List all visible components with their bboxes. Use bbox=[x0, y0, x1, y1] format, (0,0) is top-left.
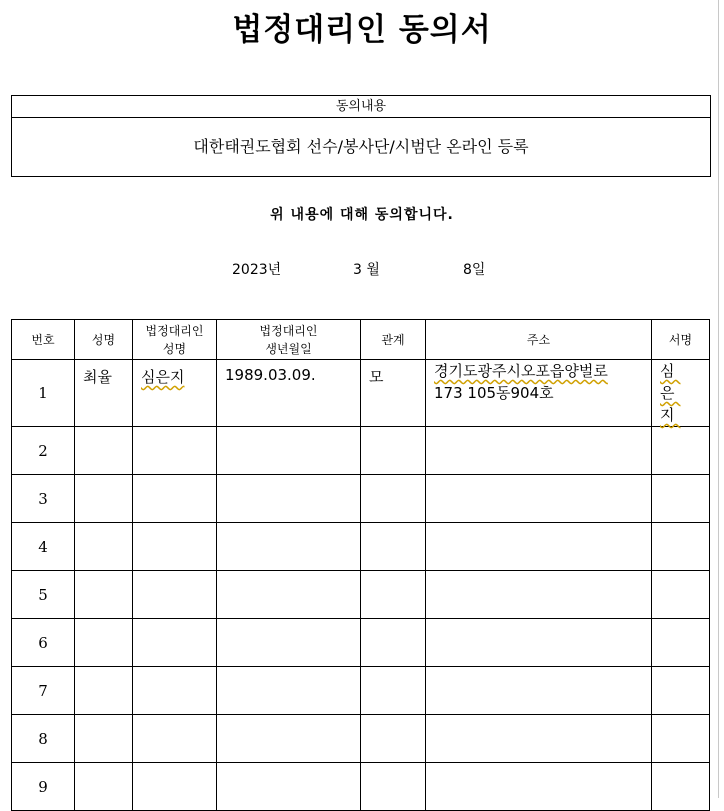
name-value bbox=[75, 619, 132, 625]
document-title: 법정대리인 동의서 bbox=[232, 12, 492, 48]
row-number: 6 bbox=[12, 619, 75, 667]
guardian-birth-value bbox=[217, 667, 360, 673]
cell-signature[interactable] bbox=[652, 571, 710, 619]
signature-line2: 지 bbox=[660, 406, 681, 424]
date-day: 8일 bbox=[463, 262, 486, 278]
guardian-table bbox=[11, 319, 710, 811]
cell-relation[interactable] bbox=[361, 523, 426, 571]
name-value bbox=[75, 715, 132, 721]
cell-relation[interactable] bbox=[361, 619, 426, 667]
guardian-name-value bbox=[133, 619, 216, 625]
cell-relation[interactable] bbox=[361, 360, 426, 427]
consent-content: 대한태권도협회 선수/봉사단/시범단 온라인 등록 bbox=[193, 137, 529, 156]
cell-guardian-name[interactable] bbox=[133, 475, 217, 523]
guardian-name-value bbox=[133, 571, 216, 577]
cell-relation[interactable] bbox=[361, 427, 426, 475]
table-row bbox=[12, 619, 710, 667]
cell-guardian-name[interactable] bbox=[133, 360, 217, 427]
cell-name[interactable] bbox=[75, 475, 133, 523]
cell-signature[interactable] bbox=[652, 475, 710, 523]
table-header-row bbox=[12, 320, 710, 360]
name-value bbox=[75, 763, 132, 769]
cell-name[interactable] bbox=[75, 523, 133, 571]
table-row bbox=[12, 715, 710, 763]
cell-relation[interactable] bbox=[361, 763, 426, 811]
name-value bbox=[75, 427, 132, 433]
relation-value bbox=[361, 475, 425, 481]
name-value bbox=[75, 523, 132, 529]
guardian-birth-value bbox=[217, 571, 360, 577]
cell-guardian-birth[interactable] bbox=[217, 523, 361, 571]
cell-name[interactable] bbox=[75, 360, 133, 427]
header-guardian-birth: 법정대리인 생년월일 bbox=[217, 320, 361, 360]
cell-guardian-name[interactable] bbox=[133, 571, 217, 619]
guardian-name-value: 심은지 bbox=[141, 368, 185, 386]
cell-relation[interactable] bbox=[361, 475, 426, 523]
cell-guardian-name[interactable] bbox=[133, 715, 217, 763]
name-value bbox=[75, 571, 132, 577]
cell-signature[interactable] bbox=[652, 763, 710, 811]
table-row bbox=[12, 571, 710, 619]
guardian-name-value bbox=[133, 475, 216, 481]
cell-signature[interactable] bbox=[652, 667, 710, 715]
cell-address[interactable] bbox=[426, 667, 652, 715]
date-month: 3 월 bbox=[353, 262, 380, 278]
cell-signature[interactable] bbox=[652, 715, 710, 763]
page-edge bbox=[718, 0, 719, 798]
cell-guardian-name[interactable] bbox=[133, 427, 217, 475]
header-signature: 서명 bbox=[652, 320, 710, 360]
table-row bbox=[12, 667, 710, 715]
name-value bbox=[75, 475, 132, 481]
cell-signature[interactable] bbox=[652, 523, 710, 571]
cell-address[interactable] bbox=[426, 715, 652, 763]
cell-name[interactable] bbox=[75, 667, 133, 715]
consent-header: 동의내용 bbox=[12, 96, 710, 118]
relation-value bbox=[361, 763, 425, 769]
name-value bbox=[75, 667, 132, 673]
header-relation: 관계 bbox=[361, 320, 426, 360]
relation-value bbox=[361, 523, 425, 529]
header-no: 번호 bbox=[12, 320, 75, 360]
guardian-name-value bbox=[133, 427, 216, 433]
row-number: 8 bbox=[12, 715, 75, 763]
cell-address[interactable] bbox=[426, 360, 652, 427]
guardian-birth-value bbox=[217, 427, 360, 433]
cell-relation[interactable] bbox=[361, 667, 426, 715]
relation-value bbox=[361, 715, 425, 721]
guardian-name-value bbox=[133, 763, 216, 769]
address-line1: 경기도광주시오포읍양벌로 bbox=[434, 362, 608, 380]
guardian-name-value bbox=[133, 715, 216, 721]
guardian-birth-value: 1989.03.09. bbox=[225, 366, 316, 384]
cell-guardian-birth[interactable] bbox=[217, 619, 361, 667]
row-number: 3 bbox=[12, 475, 75, 523]
row-number: 2 bbox=[12, 427, 75, 475]
header-guardian-name: 법정대리인 성명 bbox=[133, 320, 217, 360]
header-name: 성명 bbox=[75, 320, 133, 360]
cell-signature[interactable] bbox=[652, 360, 710, 427]
relation-value bbox=[361, 427, 425, 433]
cell-guardian-name[interactable] bbox=[133, 523, 217, 571]
cell-guardian-name[interactable] bbox=[133, 619, 217, 667]
cell-guardian-birth[interactable] bbox=[217, 475, 361, 523]
address-line2: 173 105동904호 bbox=[434, 384, 554, 402]
table-row bbox=[12, 475, 710, 523]
cell-address[interactable] bbox=[426, 475, 652, 523]
table-row bbox=[12, 763, 710, 811]
relation-value bbox=[361, 619, 425, 625]
guardian-birth-value bbox=[217, 475, 360, 481]
cell-address[interactable] bbox=[426, 571, 652, 619]
cell-name[interactable] bbox=[75, 763, 133, 811]
consent-box bbox=[11, 95, 711, 177]
guardian-birth-value bbox=[217, 715, 360, 721]
guardian-name-value bbox=[133, 667, 216, 673]
cell-guardian-birth[interactable] bbox=[217, 571, 361, 619]
cell-guardian-birth[interactable] bbox=[217, 667, 361, 715]
guardian-name-value bbox=[133, 523, 216, 529]
relation-value bbox=[361, 571, 425, 577]
guardian-birth-value bbox=[217, 763, 360, 769]
cell-name[interactable] bbox=[75, 571, 133, 619]
row-number: 9 bbox=[12, 763, 75, 811]
cell-name[interactable] bbox=[75, 619, 133, 667]
table-row bbox=[12, 427, 710, 475]
row-number: 1 bbox=[12, 360, 75, 427]
guardian-birth-value bbox=[217, 523, 360, 529]
cell-name[interactable] bbox=[75, 715, 133, 763]
name-value: 최율 bbox=[83, 368, 112, 386]
cell-guardian-name[interactable] bbox=[133, 763, 217, 811]
relation-value: 모 bbox=[369, 368, 384, 386]
cell-signature[interactable] bbox=[652, 619, 710, 667]
row-number: 4 bbox=[12, 523, 75, 571]
signature-line1: 심 은 bbox=[660, 362, 681, 402]
cell-guardian-birth[interactable] bbox=[217, 715, 361, 763]
row-number: 5 bbox=[12, 571, 75, 619]
table-row bbox=[12, 360, 710, 427]
cell-address[interactable] bbox=[426, 619, 652, 667]
cell-address[interactable] bbox=[426, 763, 652, 811]
relation-value bbox=[361, 667, 425, 673]
cell-signature[interactable] bbox=[652, 427, 710, 475]
cell-guardian-birth[interactable] bbox=[217, 360, 361, 427]
cell-guardian-name[interactable] bbox=[133, 667, 217, 715]
cell-address[interactable] bbox=[426, 523, 652, 571]
agree-statement: 위 내용에 대해 동의합니다. bbox=[270, 207, 454, 223]
cell-address[interactable] bbox=[426, 427, 652, 475]
date-year: 2023년 bbox=[232, 262, 282, 278]
cell-guardian-birth[interactable] bbox=[217, 763, 361, 811]
cell-name[interactable] bbox=[75, 427, 133, 475]
header-address: 주소 bbox=[426, 320, 652, 360]
cell-guardian-birth[interactable] bbox=[217, 427, 361, 475]
table-row bbox=[12, 523, 710, 571]
guardian-birth-value bbox=[217, 619, 360, 625]
row-number: 7 bbox=[12, 667, 75, 715]
cell-relation[interactable] bbox=[361, 715, 426, 763]
cell-relation[interactable] bbox=[361, 571, 426, 619]
